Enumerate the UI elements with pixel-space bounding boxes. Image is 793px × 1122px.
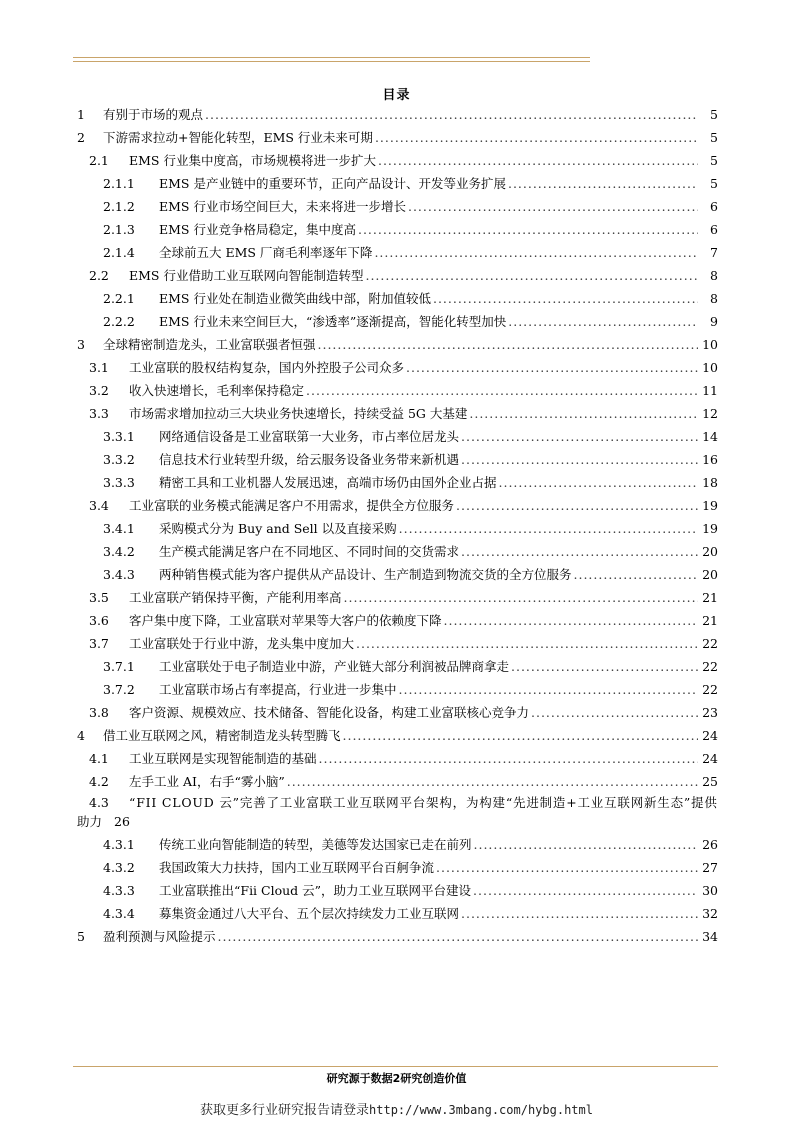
toc-entry[interactable]	[73, 724, 718, 747]
toc-entry-line	[159, 517, 718, 540]
toc-leader-dots	[473, 879, 698, 902]
toc-entry-page: 10	[702, 337, 718, 352]
toc-entry-title: 募集资金通过八大平台、五个层次持续发力工业互联网	[159, 906, 460, 921]
toc-entry-title: 工业富联推出“Fii Cloud 云”，助力工业互联网平台建设	[159, 883, 472, 898]
toc-leader-dots	[344, 586, 698, 609]
toc-leader-dots	[474, 833, 698, 856]
toc-entry-number: 3.1	[89, 360, 109, 375]
toc-entry-number: 2.2	[89, 268, 109, 283]
toc-entry[interactable]	[73, 770, 718, 793]
toc-entry[interactable]	[73, 925, 718, 948]
toc-entry-line	[103, 333, 718, 356]
toc-entry-line	[129, 793, 718, 812]
toc-entry-page: 19	[702, 521, 718, 536]
header-rule-bottom	[73, 61, 590, 62]
toc-entry[interactable]	[73, 402, 718, 425]
toc-entry-number: 2.2.1	[103, 291, 135, 306]
toc-leader-dots	[508, 310, 698, 333]
toc-leader-dots	[365, 264, 698, 287]
toc-leader-dots	[319, 747, 698, 770]
toc-entry-title: 客户资源、规模效应、技术储备、智能化设备，构建工业富联核心竞争力	[129, 705, 530, 720]
toc-entry-number: 3.6	[89, 613, 109, 628]
toc-entry-page: 26	[114, 814, 130, 829]
toc-entry-number: 3.3.2	[103, 452, 135, 467]
toc-entry-page: 22	[702, 636, 718, 651]
toc-entry[interactable]	[73, 609, 718, 632]
toc-entry-page: 20	[702, 544, 718, 559]
toc-entry-page: 27	[702, 860, 718, 875]
toc-entry-title: 传统工业向智能制造的转型，美德等发达国家已走在前列	[159, 837, 472, 852]
toc-entry-title: EMS 行业处在制造业微笑曲线中部，附加值较低	[159, 291, 431, 306]
toc-entry-line	[159, 172, 718, 195]
toc-entry-page: 23	[702, 705, 718, 720]
toc-entry[interactable]	[73, 172, 718, 195]
toc-entry-page: 22	[702, 659, 718, 674]
toc-entry-number: 2.1.2	[103, 199, 135, 214]
toc-entry-page: 30	[702, 883, 718, 898]
toc-entry-title: 工业富联市场占有率提高，行业进一步集中	[159, 682, 397, 697]
toc-entry-number: 3.7	[89, 636, 109, 651]
toc-entry-page: 5	[710, 153, 718, 168]
footer-text: 研究源于数据2研究创造价值	[326, 1072, 467, 1085]
toc-entry-title: EMS 行业未来空间巨大，“渗透率”逐渐提高，智能化转型加快	[159, 314, 507, 329]
toc-entry-line	[129, 747, 718, 770]
toc-entry-line	[129, 149, 718, 172]
toc-entry-number: 1	[77, 107, 85, 122]
toc-title: 目录	[382, 88, 411, 103]
toc-entry-title: 两种销售模式能为客户提供从产品设计、生产制造到物流交货的全方位服务	[159, 567, 572, 582]
toc-entry-title: EMS 行业竞争格局稳定，集中度高	[159, 222, 356, 237]
toc-entry-page: 8	[710, 268, 718, 283]
toc-entry-title: 客户集中度下降，工业富联对苹果等大客户的依赖度下降	[129, 613, 442, 628]
toc-entry-title: 工业富联处于行业中游，龙头集中度加大	[129, 636, 355, 651]
toc-entry-line	[159, 856, 718, 879]
toc-leader-dots	[408, 195, 698, 218]
toc-entry-title: 全球前五大 EMS 厂商毛利率逐年下降	[159, 245, 373, 260]
toc-entry-line	[129, 356, 718, 379]
toc-entry[interactable]	[73, 563, 718, 586]
toc-leader-dots	[461, 540, 698, 563]
promo-line	[0, 1099, 793, 1118]
toc-entry-number: 3.7.1	[103, 659, 135, 674]
toc-entry[interactable]	[73, 218, 718, 241]
toc-entry[interactable]	[73, 241, 718, 264]
toc-entry[interactable]	[73, 356, 718, 379]
toc-entry-page: 7	[710, 245, 718, 260]
toc-entry-line	[129, 770, 718, 793]
toc-entry-page: 9	[710, 314, 718, 329]
toc-entry-title: EMS 行业借助工业互联网向智能制造转型	[129, 268, 364, 283]
toc-entry-title: 左手工业 AI，右手“雾小脑”	[129, 774, 285, 789]
toc-entry-number: 5	[77, 929, 85, 944]
toc-entry-number: 3.3.3	[103, 475, 135, 490]
toc-entry-number: 2.1.1	[103, 176, 135, 191]
toc-entry-title: 工业富联的股权结构复杂，国内外控股子公司众多	[129, 360, 405, 375]
toc-entry-line	[159, 902, 718, 925]
toc-entry[interactable]	[73, 701, 718, 724]
toc-entry-line	[159, 655, 718, 678]
toc-entry[interactable]	[73, 517, 718, 540]
toc-entry-page: 19	[702, 498, 718, 513]
toc-entry-number: 3.4.1	[103, 521, 135, 536]
toc-leader-dots	[499, 471, 698, 494]
toc-entry-page: 25	[702, 774, 718, 789]
toc-entry-line	[159, 879, 718, 902]
toc-leader-dots	[358, 218, 698, 241]
toc-entry-title: 盈利预测与风险提示	[103, 929, 216, 944]
toc-entry[interactable]	[73, 287, 718, 310]
toc-entry-title: 借工业互联网之风，精密制造龙头转型腾飞	[103, 728, 341, 743]
toc-entry-number: 3.8	[89, 705, 109, 720]
toc-leader-dots	[374, 241, 698, 264]
toc-entry-number: 4	[77, 728, 85, 743]
toc-entry-title: 工业富联处于电子制造业中游，产业链大部分利润被品牌商拿走	[159, 659, 510, 674]
toc-entry-title: 生产模式能满足客户在不同地区、不同时间的交货需求	[159, 544, 460, 559]
toc-leader-dots	[399, 678, 698, 701]
toc-entry-line	[159, 540, 718, 563]
toc-entry[interactable]	[73, 333, 718, 356]
toc-entry-number: 2.1	[89, 153, 109, 168]
toc-entry-page: 18	[702, 475, 718, 490]
toc-entry-title: 信息技术行业转型升级，给云服务设备业务带来新机遇	[159, 452, 460, 467]
toc-entry[interactable]	[73, 856, 718, 879]
toc-entry-line	[129, 701, 718, 724]
toc-entry-number: 3.4	[89, 498, 109, 513]
toc-entry-line	[103, 126, 718, 149]
toc-entry-page: 12	[702, 406, 718, 421]
toc-entry-page: 22	[702, 682, 718, 697]
toc-leader-dots	[461, 448, 698, 471]
toc-entry-page: 5	[710, 130, 718, 145]
toc-entry-number: 4.1	[89, 751, 109, 766]
toc-entry-page: 11	[702, 383, 718, 398]
toc-entry-page: 16	[702, 452, 718, 467]
toc-entry[interactable]	[73, 632, 718, 655]
toc-entry-line	[159, 563, 718, 586]
toc-entry-line	[103, 724, 718, 747]
toc-entry[interactable]	[73, 655, 718, 678]
toc-leader-dots	[218, 925, 698, 948]
toc-entry[interactable]	[73, 264, 718, 287]
toc-entry-line	[103, 925, 718, 948]
toc-entry-number: 4.2	[89, 774, 109, 789]
toc-entry-line	[129, 264, 718, 287]
toc-entry-number: 3.4.2	[103, 544, 135, 559]
toc-entry-title: 全球精密制造龙头，工业富联强者恒强	[103, 337, 316, 352]
toc-entry-line	[159, 425, 718, 448]
toc-entry-page: 8	[710, 291, 718, 306]
toc-entry-page: 14	[702, 429, 718, 444]
toc-entry-title: 我国政策大力扶持，国内工业互联网平台百舸争流	[159, 860, 435, 875]
toc-entry-page: 21	[702, 590, 718, 605]
footer-rule	[73, 1066, 718, 1067]
toc-entry-title: 工业互联网是实现智能制造的基础	[129, 751, 317, 766]
toc-entry-number: 3.4.3	[103, 567, 135, 582]
toc-leader-dots	[343, 724, 698, 747]
promo-text: 获取更多行业研究报告请登录	[200, 1103, 370, 1118]
toc-entry-number: 2.2.2	[103, 314, 135, 329]
toc-entry-number: 2.1.4	[103, 245, 135, 260]
toc-entry-page: 26	[702, 837, 718, 852]
toc-leader-dots	[461, 902, 698, 925]
toc-entry[interactable]	[73, 494, 718, 517]
toc-entry-number: 3.3.1	[103, 429, 135, 444]
header-rule-top	[73, 57, 590, 58]
toc-leader-dots	[469, 402, 698, 425]
toc-entry[interactable]	[73, 103, 718, 126]
toc-leader-dots	[287, 770, 698, 793]
toc-leader-dots	[444, 609, 698, 632]
toc-entry[interactable]	[73, 471, 718, 494]
toc-leader-dots	[306, 379, 698, 402]
toc-leader-dots	[456, 494, 698, 517]
toc-leader-dots	[375, 126, 698, 149]
toc-entry[interactable]	[73, 126, 718, 149]
toc-entry-title: 网络通信设备是工业富联第一大业务，市占率位居龙头	[159, 429, 460, 444]
toc-entry-title: EMS 行业市场空间巨大，未来将进一步增长	[159, 199, 406, 214]
toc-leader-dots	[436, 856, 698, 879]
toc-entry-page: 10	[702, 360, 718, 375]
toc-entry-number: 3.2	[89, 383, 109, 398]
toc-entry-title: EMS 行业集中度高，市场规模将进一步扩大	[129, 153, 376, 168]
toc-leader-dots	[508, 172, 698, 195]
toc-entry-line	[159, 287, 718, 310]
toc-entry-number: 4.3.3	[103, 883, 135, 898]
toc-leader-dots	[406, 356, 698, 379]
toc-entry-line	[159, 448, 718, 471]
toc-entry[interactable]	[73, 149, 718, 172]
toc-entry-line	[129, 632, 718, 655]
toc-entry[interactable]	[73, 425, 718, 448]
toc-entry-number: 3	[77, 337, 85, 352]
toc-entry-line	[159, 471, 718, 494]
toc-leader-dots	[461, 425, 698, 448]
toc-entry[interactable]	[73, 879, 718, 902]
toc-leader-dots	[356, 632, 698, 655]
toc-entry-title: 采购模式分为 Buy and Sell 以及直接采购	[159, 521, 397, 536]
toc-entry-page: 6	[710, 222, 718, 237]
toc-entry-line	[159, 833, 718, 856]
toc-entry-line	[129, 586, 718, 609]
toc-leader-dots	[378, 149, 698, 172]
toc-entry-page: 5	[710, 176, 718, 191]
toc-entry[interactable]	[73, 902, 718, 925]
toc-leader-dots	[318, 333, 698, 356]
toc-entry-page: 21	[702, 613, 718, 628]
toc-entry-title: EMS 是产业链中的重要环节，正向产品设计、开发等业务扩展	[159, 176, 506, 191]
toc-entry-page: 24	[702, 751, 718, 766]
toc-entry[interactable]	[73, 678, 718, 701]
toc-entry-number: 3.7.2	[103, 682, 135, 697]
toc-entry-page: 5	[710, 107, 718, 122]
toc-entry-number: 2	[77, 130, 85, 145]
toc-entry-line	[159, 195, 718, 218]
toc-entry-title: 工业富联产销保持平衡，产能利用率高	[129, 590, 342, 605]
toc-entry-line	[129, 609, 718, 632]
toc-entry-number: 2.1.3	[103, 222, 135, 237]
toc-entry[interactable]	[73, 310, 718, 333]
toc-entry[interactable]	[73, 448, 718, 471]
toc-entry-page: 32	[702, 906, 718, 921]
toc-entry-line	[103, 103, 718, 126]
toc-entry[interactable]	[73, 379, 718, 402]
toc-entry-line	[129, 494, 718, 517]
toc-entry-title: 收入快速增长，毛利率保持稳定	[129, 383, 305, 398]
toc-entry[interactable]	[73, 586, 718, 609]
toc-entry-line	[159, 241, 718, 264]
toc-entry[interactable]	[73, 195, 718, 218]
toc-leader-dots	[574, 563, 698, 586]
toc-entry-continuation	[77, 812, 130, 831]
toc-entry-number: 4.3.2	[103, 860, 135, 875]
toc-entry-number: 4.3.1	[103, 837, 135, 852]
toc-entry-page: 6	[710, 199, 718, 214]
promo-url-link[interactable]: http://www.3mbang.com/hybg.html	[369, 1103, 593, 1117]
toc-entry[interactable]	[73, 540, 718, 563]
toc-entry[interactable]	[73, 793, 718, 833]
toc-entry-title: 有别于市场的观点	[103, 107, 204, 122]
toc-entry-title: “FII CLOUD 云”完善了工业富联工业互联网平台架构，为构建“先进制造+工业互联网新生态”提供	[129, 795, 718, 810]
toc-entry-title-cont: 助力	[77, 814, 103, 829]
toc-leader-dots	[399, 517, 698, 540]
toc-entry-title: 市场需求增加拉动三大块业务快速增长，持续受益 5G 大基建	[129, 406, 468, 421]
toc-leader-dots	[205, 103, 698, 126]
toc-entry-page: 34	[702, 929, 718, 944]
toc-entry-title: 精密工具和工业机器人发展迅速，高端市场仍由国外企业占据	[159, 475, 497, 490]
toc-entry-line	[159, 678, 718, 701]
toc-entry-page: 24	[702, 728, 718, 743]
toc-leader-dots	[511, 655, 698, 678]
toc-entry-line	[129, 379, 718, 402]
table-of-contents	[73, 103, 718, 948]
toc-entry[interactable]	[73, 833, 718, 856]
toc-entry-line	[129, 402, 718, 425]
toc-entry-page: 20	[702, 567, 718, 582]
toc-entry-line	[159, 310, 718, 333]
toc-entry-number: 3.3	[89, 406, 109, 421]
toc-entry-number: 4.3	[89, 795, 109, 810]
toc-leader-dots	[433, 287, 698, 310]
toc-entry-title: 工业富联的业务模式能满足客户不用需求，提供全方位服务	[129, 498, 455, 513]
toc-entry-line	[159, 218, 718, 241]
toc-entry-number: 3.5	[89, 590, 109, 605]
toc-leader-dots	[531, 701, 698, 724]
toc-entry-number: 4.3.4	[103, 906, 135, 921]
toc-entry[interactable]	[73, 747, 718, 770]
toc-entry-title: 下游需求拉动+智能化转型，EMS 行业未来可期	[103, 130, 373, 145]
